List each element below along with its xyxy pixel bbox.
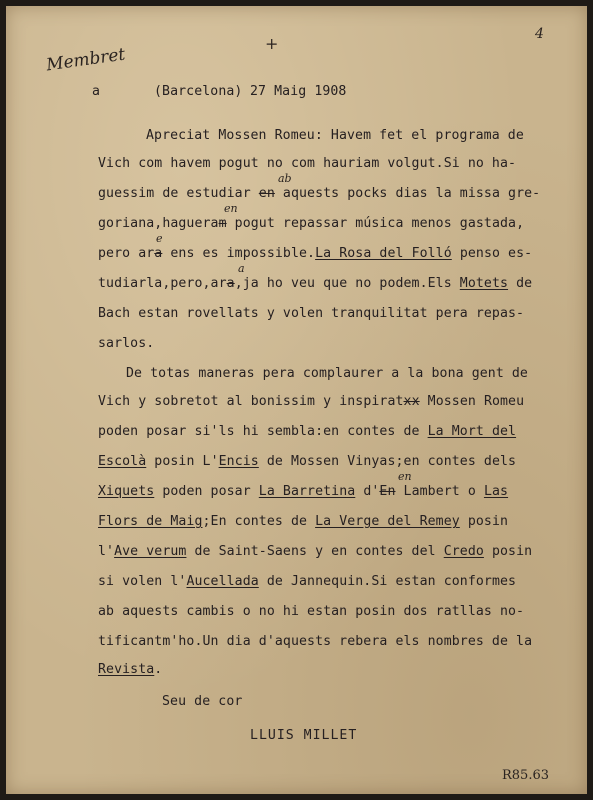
correction-e: e <box>156 232 163 245</box>
date-prefix: a <box>92 84 101 99</box>
body-line-15: l'Ave verum de Saint-Saens y en contes del Credo posin <box>98 544 533 559</box>
closing: Seu de cor <box>162 694 243 709</box>
body-line-6: tudiarla,pero,ara,ja ho veu que no podem.Els Motets de <box>98 276 533 291</box>
body-line-19: Revista. <box>98 662 163 677</box>
body-line-18: tificantm'ho.Un dia d'aquests rebera els nombres de la <box>98 634 533 649</box>
body-line-8: sarlos. <box>98 336 155 351</box>
page-number: 4 <box>535 26 544 42</box>
body-line-10: Vich y sobretot al bonissim y inspiratxx Mossen Romeu <box>98 394 525 409</box>
signature: LLUIS MILLET <box>250 728 358 743</box>
correction-en: en <box>224 202 238 215</box>
body-line-14: Flors de Maig;En contes de La Verge del Remey posin <box>98 514 509 529</box>
margin-note-membret: Membret <box>44 44 127 76</box>
correction-en-2: en <box>398 470 412 483</box>
archive-reference: R85.63 <box>502 768 550 783</box>
body-line-4: goriana,hagueram pogut repassar música menos gastada, <box>98 216 525 231</box>
body-line-17: ab aquests cambis o no hi estan posin dos ratllas no- <box>98 604 525 619</box>
date-city: (Barcelona) <box>154 84 243 99</box>
body-line-5: pero ara ens es impossible.La Rosa del Folló penso es- <box>98 246 533 261</box>
body-line-3: guessim de estudiar en aquests pocks dias la missa gre- <box>98 186 541 201</box>
body-line-7: Bach estan rovellats y volen tranquilitat pera repas- <box>98 306 525 321</box>
correction-a: a <box>238 262 245 275</box>
body-line-16: si volen l'Aucellada de Jannequin.Si estan conformes <box>98 574 517 589</box>
date-text: 27 Maig 1908 <box>250 84 347 99</box>
body-line-13: Xiquets poden posar La Barretina d'En Lambert o Las <box>98 484 509 499</box>
body-line-12: Escolà posin L'Encis de Mossen Vinyas;en contes dels <box>98 454 517 469</box>
body-line-11: poden posar si'ls hi sembla:en contes de La Mort del <box>98 424 517 439</box>
body-line-1: Apreciat Mossen Romeu: Havem fet el programa de <box>146 128 524 143</box>
margin-cross-mark: + <box>265 34 279 53</box>
body-line-9: De totas maneras pera complaurer a la bona gent de <box>126 366 528 381</box>
body-line-2: Vich com havem pogut no com hauriam volgut.Si no ha- <box>98 156 517 171</box>
letter-page <box>6 6 587 794</box>
correction-ab: ab <box>278 172 292 185</box>
